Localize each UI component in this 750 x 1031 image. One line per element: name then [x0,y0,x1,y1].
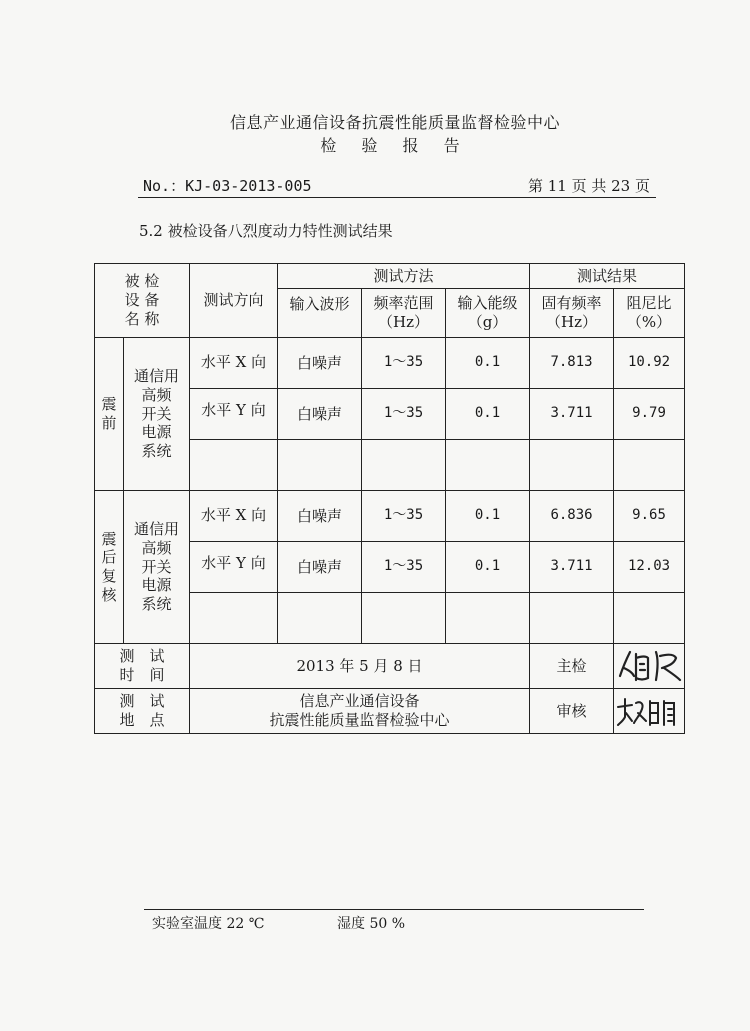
inspector-label: 主检 [530,644,614,689]
damping-cell: 9.79 [614,389,685,440]
header-divider [138,197,656,198]
direction-header: 测试方向 [190,264,278,338]
input-level-cell: 0.1 [446,542,530,593]
test-place-label: 测 试 地 点 [95,689,190,734]
input-level-cell: 0.1 [446,491,530,542]
direction-cell: 水平 Y 向 [190,542,278,593]
input-level-cell: 0.1 [446,389,530,440]
footer-divider [144,909,644,910]
header-row-1 [95,264,685,289]
damping-cell: 12.03 [614,542,685,593]
damping-cell: 9.65 [614,491,685,542]
report-title: 检 验 报 告 [320,136,470,155]
group-label-after: 震 后 复 核 [95,491,124,644]
section-title: 5.2 被检设备八烈度动力特性测试结果 [139,222,393,240]
damping-header: 阻尼比 （%） [614,289,685,338]
table-row [95,338,685,389]
page-info: 第 11 页 共 23 页 [527,177,650,195]
inspector-signature [614,646,684,686]
test-time-row [95,644,685,689]
reviewer-signature [614,691,684,731]
device-name-cell: 通信用 高频 开关 电源 系统 [124,491,190,644]
freq-range-header: 频率范围 （Hz） [362,289,446,338]
input-level-cell: 0.1 [446,338,530,389]
damping-cell: 10.92 [614,338,685,389]
test-time-value: 2013 年 5 月 8 日 [190,644,530,689]
waveform-cell: 白噪声 [278,542,362,593]
result-group-header: 测试结果 [530,264,685,289]
freq-range-cell: 1～35 [362,389,446,440]
natural-freq-cell: 7.813 [530,338,614,389]
natural-freq-header: 固有频率 （Hz） [530,289,614,338]
freq-range-cell: 1～35 [362,338,446,389]
method-group-header: 测试方法 [278,264,530,289]
direction-cell: 水平 Y 向 [190,389,278,440]
group-label-before: 震 前 [95,338,124,491]
waveform-header: 输入波形 [278,289,362,338]
document-number: No.：KJ-03-2013-005 [143,177,312,195]
direction-cell: 水平 X 向 [190,491,278,542]
lab-temperature: 实验室温度 22 ℃ [152,916,265,932]
test-place-row [95,689,685,734]
waveform-cell: 白噪声 [278,338,362,389]
waveform-cell: 白噪声 [278,389,362,440]
lab-humidity: 湿度 50 % [337,916,406,932]
natural-freq-cell: 6.836 [530,491,614,542]
org-title: 信息产业通信设备抗震性能质量监督检验中心 [229,113,560,132]
test-time-label: 测 试 时 间 [95,644,190,689]
inspector-signature-cell [614,644,685,689]
freq-range-cell: 1～35 [362,542,446,593]
device-name-cell: 通信用 高频 开关 电源 系统 [124,338,190,491]
freq-range-cell: 1～35 [362,491,446,542]
test-place-value: 信息产业通信设备 抗震性能质量监督检验中心 [190,689,530,734]
input-level-header: 输入能级 （g） [446,289,530,338]
reviewer-signature-cell [614,689,685,734]
results-table [94,263,685,734]
reviewer-label: 审核 [530,689,614,734]
table-row [95,491,685,542]
natural-freq-cell: 3.711 [530,542,614,593]
device-name-header: 被 检 设 备 名 称 [95,264,190,338]
waveform-cell: 白噪声 [278,491,362,542]
direction-cell: 水平 X 向 [190,338,278,389]
natural-freq-cell: 3.711 [530,389,614,440]
